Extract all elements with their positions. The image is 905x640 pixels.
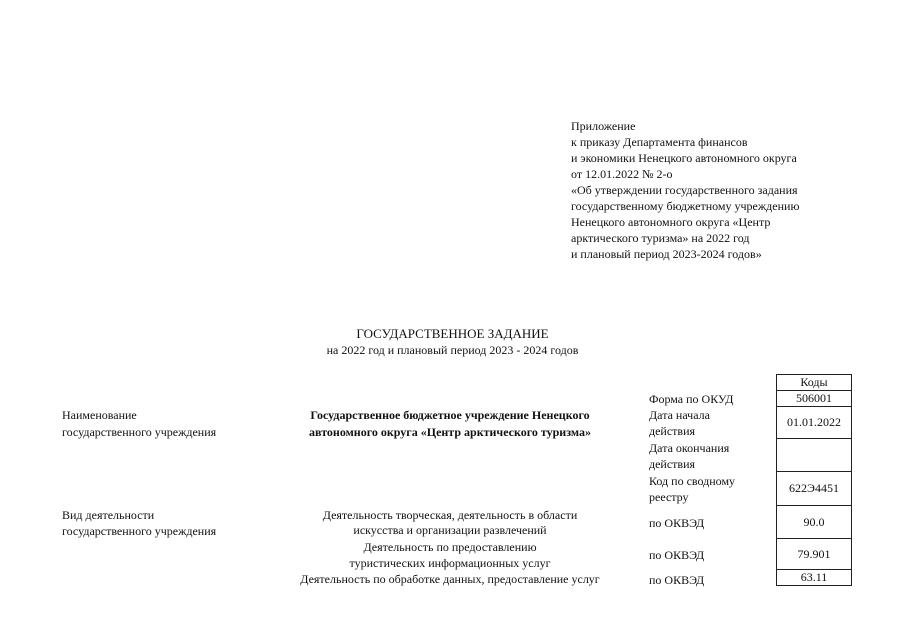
registry-label-2: реестру bbox=[649, 490, 689, 504]
okved-label-1: по ОКВЭД bbox=[649, 516, 705, 530]
appendix-line: от 12.01.2022 № 2-о bbox=[571, 167, 673, 181]
end-date-label-2: действия bbox=[649, 457, 696, 471]
okved-code-3: 63.11 bbox=[776, 569, 852, 586]
codes-header: Коды bbox=[776, 374, 852, 391]
appendix-block bbox=[571, 118, 799, 262]
activity-2-line-1: Деятельность по предоставлению bbox=[363, 540, 537, 554]
end-date-value bbox=[776, 438, 852, 472]
institution-name-label-2: государственного учреждения bbox=[62, 425, 217, 439]
end-date-label: Дата окончания bbox=[649, 441, 730, 455]
registry-value: 622Э4451 bbox=[776, 471, 852, 506]
appendix-line: государственному бюджетному учреждению bbox=[571, 199, 800, 213]
activity-type-label-2: государственного учреждения bbox=[62, 524, 217, 538]
okud-label: Форма по ОКУД bbox=[649, 392, 734, 406]
okved-code-2: 79.901 bbox=[776, 538, 852, 570]
activity-type-label: Вид деятельности bbox=[62, 508, 155, 522]
appendix-line: арктического туризма» на 2022 год bbox=[571, 231, 750, 245]
okud-code: 506001 bbox=[776, 390, 852, 407]
start-date-label-2: действия bbox=[649, 424, 696, 438]
activity-1-line-1: Деятельность творческая, деятельность в области bbox=[322, 508, 578, 522]
activity-2-line-2: туристических информационных услуг bbox=[349, 556, 551, 570]
institution-name-line-2: автономного округа «Центр арктического туризма» bbox=[309, 425, 591, 439]
registry-label: Код по сводному bbox=[649, 474, 736, 488]
institution-name-line-1: Государственное бюджетное учреждение Ненецкого bbox=[310, 408, 590, 422]
appendix-line: и экономики Ненецкого автономного округа bbox=[571, 151, 797, 165]
appendix-line: «Об утверждении государственного задания bbox=[571, 183, 798, 197]
activity-1-line-2: искусства и организации развлечений bbox=[353, 523, 547, 537]
institution-name-label: Наименование bbox=[62, 408, 137, 422]
activity-3-line-1: Деятельность по обработке данных, предоставление услуг bbox=[300, 572, 600, 586]
document-title: ГОСУДАРСТВЕННОЕ ЗАДАНИЕ bbox=[356, 326, 549, 341]
okved-label-3: по ОКВЭД bbox=[649, 573, 705, 587]
document-subtitle: на 2022 год и плановый период 2023 - 2024 годов bbox=[326, 343, 579, 357]
start-date-label: Дата начала bbox=[649, 408, 710, 422]
appendix-line: Ненецкого автономного округа «Центр bbox=[571, 215, 771, 229]
start-date-value: 01.01.2022 bbox=[776, 406, 852, 439]
appendix-line: и плановый период 2023-2024 годов» bbox=[571, 247, 762, 261]
appendix-line: к приказу Департамента финансов bbox=[571, 135, 748, 149]
okved-code-1: 90.0 bbox=[776, 505, 852, 539]
appendix-line: Приложение bbox=[571, 119, 636, 133]
okved-label-2: по ОКВЭД bbox=[649, 548, 705, 562]
